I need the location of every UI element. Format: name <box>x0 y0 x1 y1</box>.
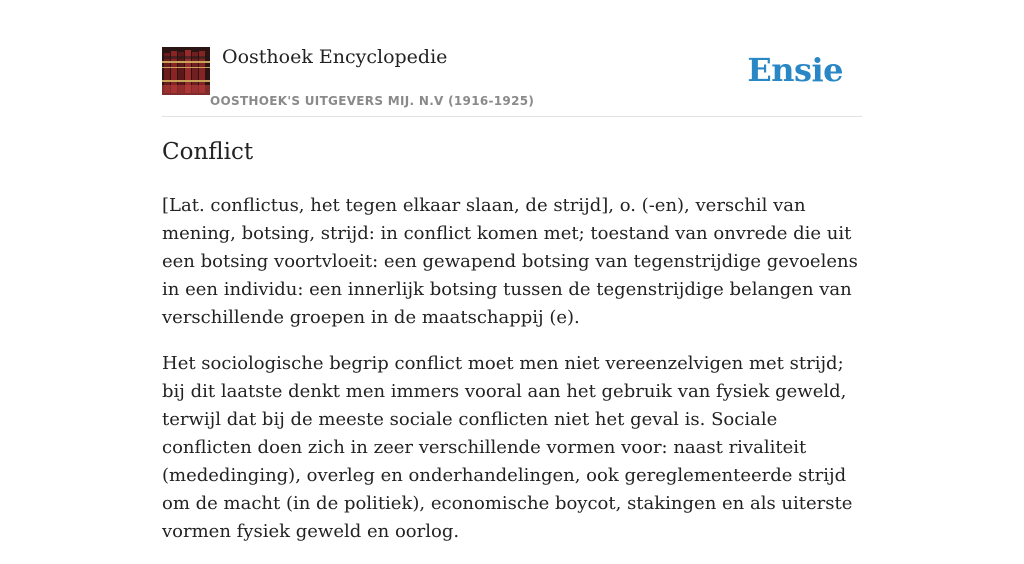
book-spines-icon <box>162 47 210 95</box>
source-avatar[interactable] <box>162 47 210 95</box>
source-header <box>162 46 862 117</box>
article-paragraph-definition: [Lat. conflictus, het tegen elkaar slaan, de strijd], o. (-en), verschil van mening, botsing, strijd: in conflict komen met; toestand van onvrede die uit een botsing voortvloeit: een gewapend botsing van tegenstrijdige gevoelens in een individu: een innerlijk botsing tussen de tegenstrijdige belangen van verschillende groepen in de maatschappij (e). <box>162 195 858 328</box>
publisher-label: OOSTHOEK'S UITGEVERS MIJ. N.V (1916-1925) <box>210 94 535 108</box>
article-title: Conflict <box>162 139 254 165</box>
ensie-logo-link[interactable]: Ensie <box>747 51 843 89</box>
article-body <box>162 192 862 564</box>
source-name[interactable]: Oosthoek Encyclopedie <box>222 46 448 68</box>
article-paragraph-sociology: Het sociologische begrip conflict moet men niet vereenzelvigen met strijd; bij dit laatste denkt men immers vooral aan het gebruik van fysiek geweld, terwijl dat bij de meeste sociale conflicten niet het geval is. Sociale conflicten doen zich in zeer verschillende vormen voor: naast rivaliteit (mededinging), overleg en onderhandelingen, ook gereglementeerde strijd om de macht (in de politiek), economische boycot, stakingen en als uiterste vormen fysiek geweld en oorlog. <box>162 353 853 542</box>
